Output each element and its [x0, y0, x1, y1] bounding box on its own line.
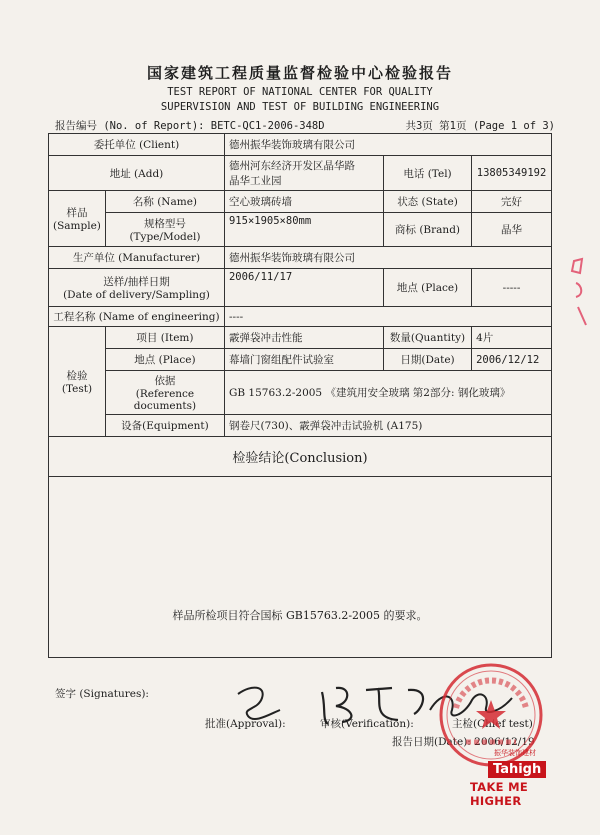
quantity-label: 数量(Quantity) [383, 327, 471, 349]
logo-brand: Tahigh [488, 761, 546, 778]
name-label: 名称 (Name) [105, 191, 224, 213]
delivery-label-en: (Date of delivery/Sampling) [63, 289, 210, 301]
quantity-value: 4片 [472, 327, 552, 349]
conclusion-body [49, 477, 552, 658]
tel-value: 13805349192 [472, 156, 552, 191]
type-value: 915×1905×80mm [224, 213, 383, 247]
report-table [48, 133, 552, 658]
conclusion-title: 检验结论(Conclusion) [49, 437, 552, 477]
test-label-cn: 检验 [66, 370, 88, 382]
report-number: 报告编号 (No. of Report): BETC-QC1-2006-348D [55, 120, 325, 132]
client-label: 委托单位 (Client) [49, 134, 225, 156]
item-label: 项目 (Item) [105, 327, 224, 349]
test-label [49, 327, 106, 437]
engineering-label: 工程名称 (Name of engineering) [49, 307, 225, 327]
date-label: 日期(Date) [383, 349, 471, 371]
page-count: 共3页 第1页 (Page 1 of 3) [405, 120, 555, 132]
date-value: 2006/12/12 [472, 349, 552, 371]
client-value: 德州振华装饰玻璃有限公司 [224, 134, 551, 156]
equipment-label: 设备(Equipment) [105, 415, 224, 437]
reference-label-cn: 依据 [154, 375, 176, 387]
report-number-line [55, 118, 555, 133]
address-value [224, 156, 383, 191]
report-title-en-line1: TEST REPORT OF NATIONAL CENTER FOR QUALITY [167, 86, 433, 98]
type-label-cn: 规格型号 [143, 218, 186, 230]
report-title-en-line2: SUPERVISION AND TEST OF BUILDING ENGINEERING [160, 101, 440, 113]
item-value: 霰弹袋冲击性能 [224, 327, 383, 349]
chief-test-label: 主检(Chief test) [452, 718, 533, 730]
test-place-value: 幕墙门窗组配件试验室 [224, 349, 383, 371]
test-label-en: (Test) [61, 383, 93, 395]
logo-tagline: TAKE ME HIGHER [470, 780, 529, 808]
manufacturer-label: 生产单位 (Manufacturer) [49, 247, 225, 269]
address-line-1: 德州河东经济开发区晶华路 [228, 160, 355, 172]
delivery-place-label: 地点 (Place) [383, 269, 471, 307]
state-value: 完好 [472, 191, 552, 213]
reference-value: GB 15763.2-2005 《建筑用安全玻璃 第2部分: 钢化玻璃》 [224, 371, 551, 415]
brand-value: 晶华 [472, 213, 552, 247]
engineering-value: ---- [224, 307, 551, 327]
delivery-place-value: ----- [472, 269, 552, 307]
reference-label-en: (Reference documents) [133, 388, 197, 412]
verification-label: 审核(Verification): [320, 718, 414, 730]
approval-label: 批准(Approval): [205, 718, 286, 730]
sample-label [49, 191, 106, 247]
test-place-label: 地点 (Place) [105, 349, 224, 371]
delivery-label [49, 269, 225, 307]
tel-label: 电话 (Tel) [383, 156, 471, 191]
approval-signature [238, 688, 280, 719]
delivery-label-cn: 送样/抽样日期 [103, 276, 170, 288]
address-line-2: 晶华工业园 [228, 175, 282, 187]
type-label [105, 213, 224, 247]
logo-small-text: 振华装饰建材 [494, 749, 536, 757]
edge-stamp-marks [568, 255, 596, 330]
sample-label-cn: 样品 [66, 207, 88, 219]
report-date: 报告日期(Date): 2006/12/19 [392, 736, 535, 748]
conclusion-text: 样品所检项目符合国标 GB15763.2-2005 的要求。 [172, 609, 428, 622]
name-value: 空心玻璃砖墙 [224, 191, 383, 213]
signatures-label: 签字 (Signatures): [55, 688, 149, 700]
sample-label-en: (Sample) [53, 220, 101, 232]
delivery-value: 2006/11/17 [224, 269, 383, 307]
brand-label: 商标 (Brand) [383, 213, 471, 247]
manufacturer-value: 德州振华装饰玻璃有限公司 [224, 247, 551, 269]
report-title-cn: 国家建筑工程质量监督检验中心检验报告 [146, 64, 453, 82]
address-label: 地址 (Add) [49, 156, 225, 191]
reference-label [105, 371, 224, 415]
state-label: 状态 (State) [383, 191, 471, 213]
brand-logo [470, 748, 570, 808]
equipment-value: 钢卷尺(730)、霰弹袋冲击试验机 (A175) [224, 415, 551, 437]
type-label-en: (Type/Model) [129, 231, 201, 243]
